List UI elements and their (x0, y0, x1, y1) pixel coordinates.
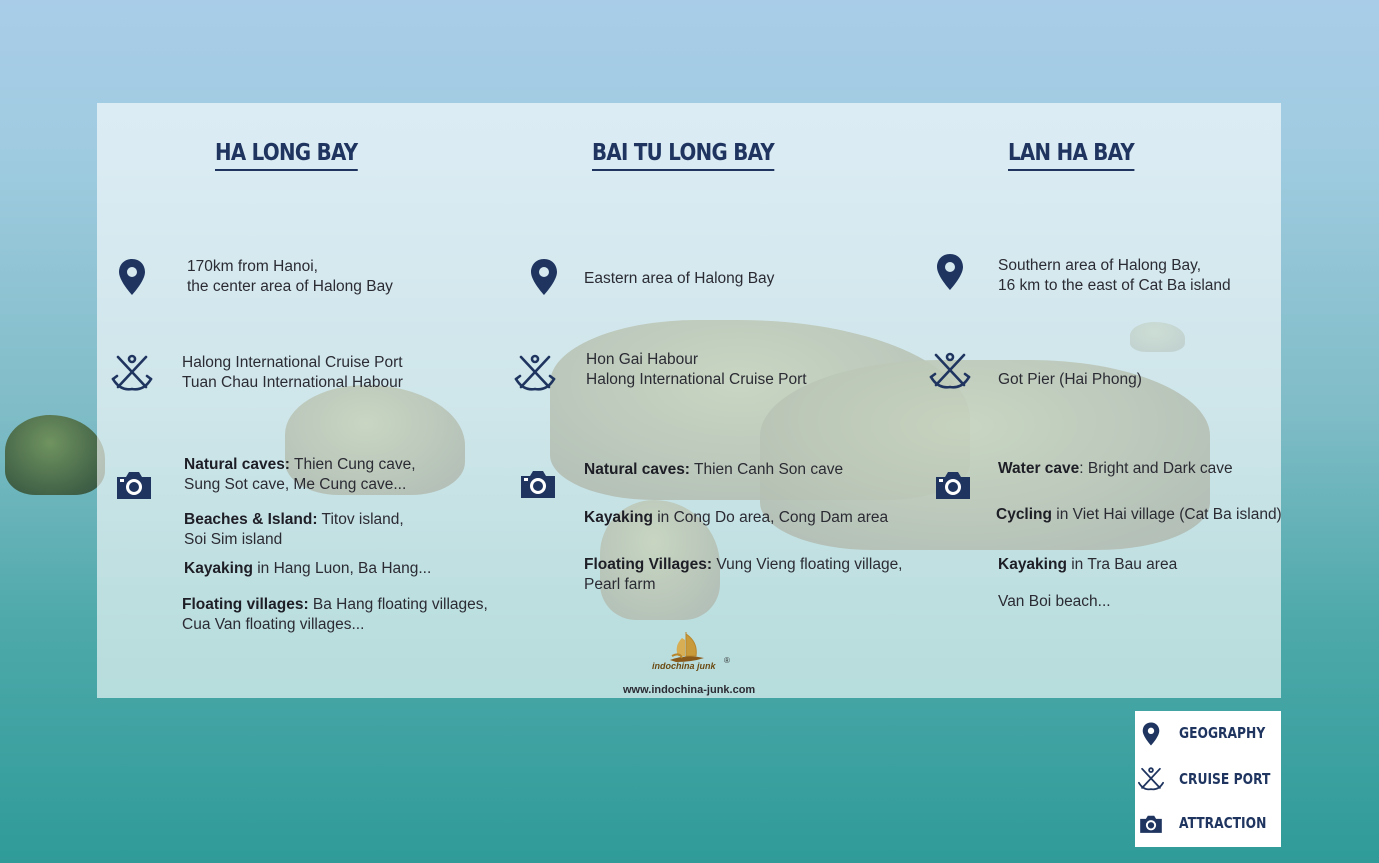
logo-text: indochina junk (652, 661, 716, 671)
attraction-detail: in Hang Luon, Ba Hang... (252, 560, 432, 577)
attraction-detail-line2: Sung Sot cave, Me Cung cave... (184, 476, 407, 493)
attraction-item (184, 455, 416, 495)
cruise-port-text (998, 370, 1142, 390)
attraction-item (998, 555, 1177, 575)
attraction-detail: Titov island, (317, 511, 404, 528)
geography-line: Eastern area of Halong Bay (584, 270, 775, 287)
attraction-detail: : Bright and Dark cave (1079, 460, 1233, 477)
attraction-label: Natural caves: (184, 456, 290, 473)
attraction-item (998, 592, 1111, 612)
geography-line: Southern area of Halong Bay, (998, 257, 1202, 274)
attraction-detail-line2: Soi Sim island (184, 531, 283, 548)
anchor-icon (513, 353, 557, 393)
legend-cruise-port-label: CRUISE PORT (1179, 770, 1271, 788)
attraction-label: Cycling (996, 506, 1052, 523)
camera-icon (516, 464, 560, 504)
camera-icon (112, 465, 156, 505)
website-url: www.indochina-junk.com (623, 684, 756, 696)
cruise-port-line: Hon Gai Habour (586, 351, 699, 368)
anchor-icon (928, 351, 972, 391)
geography-text (998, 256, 1231, 296)
legend (1135, 711, 1281, 847)
attraction-item (584, 508, 888, 528)
cruise-port-text (586, 350, 807, 390)
attraction-detail: in Tra Bau area (1066, 556, 1178, 573)
cruise-port-line: Halong International Cruise Port (586, 371, 807, 388)
map-pin-icon (110, 257, 154, 297)
camera-icon (931, 465, 975, 505)
attraction-label: Beaches & Island: (184, 511, 318, 528)
attraction-label: Kayaking (584, 509, 653, 526)
attraction-item (584, 460, 843, 480)
attraction-detail: Vung Vieng floating village, (712, 556, 903, 573)
attraction-item (584, 555, 903, 595)
legend-attraction-label: ATTRACTION (1179, 814, 1267, 832)
island (5, 415, 105, 495)
attraction-detail-line2: Pearl farm (584, 576, 656, 593)
cruise-port-line: Got Pier (Hai Phong) (998, 371, 1142, 388)
column-title-ha-long-bay: HA LONG BAY (215, 140, 357, 171)
geography-line: 16 km to the east of Cat Ba island (998, 277, 1231, 294)
legend-geography-label: GEOGRAPHY (1179, 724, 1266, 742)
map-pin-icon (522, 257, 566, 297)
map-pin-icon (1137, 721, 1165, 747)
attraction-item (996, 505, 1282, 525)
attraction-detail: in Viet Hai village (Cat Ba island) (1051, 506, 1282, 523)
attraction-item (998, 459, 1233, 479)
map-pin-icon (928, 252, 972, 292)
cruise-port-line: Halong International Cruise Port (182, 354, 403, 371)
geography-text (584, 269, 774, 289)
attraction-label: Kayaking (184, 560, 253, 577)
geography-text (187, 257, 393, 297)
cruise-port-text (182, 353, 403, 393)
cruise-port-line: Tuan Chau International Habour (182, 374, 403, 391)
attraction-detail: Thien Cung cave, (289, 456, 416, 473)
camera-icon (1137, 811, 1165, 837)
attraction-detail-line2: Cua Van floating villages... (182, 616, 365, 633)
anchor-icon (110, 353, 154, 393)
attraction-detail: Ba Hang floating villages, (308, 596, 488, 613)
attraction-label: Floating villages: (182, 596, 309, 613)
attraction-label: Water cave (998, 460, 1080, 477)
geography-line: 170km from Hanoi, (187, 258, 318, 275)
attraction-label: Kayaking (998, 556, 1067, 573)
attraction-detail: in Cong Do area, Cong Dam area (652, 509, 889, 526)
column-title-bai-tu-long-bay: BAI TU LONG BAY (592, 140, 774, 171)
attraction-label: Floating Villages: (584, 556, 713, 573)
anchor-icon (1137, 766, 1165, 792)
attraction-item (184, 510, 404, 550)
column-title-lan-ha-bay: LAN HA BAY (1008, 140, 1134, 171)
geography-line: the center area of Halong Bay (187, 278, 393, 295)
registered-mark: ® (724, 656, 730, 665)
attraction-detail: Van Boi beach... (998, 593, 1111, 610)
attraction-label: Natural caves: (584, 461, 690, 478)
attraction-item (182, 595, 488, 635)
attraction-detail: Thien Canh Son cave (689, 461, 844, 478)
attraction-item (184, 559, 431, 579)
